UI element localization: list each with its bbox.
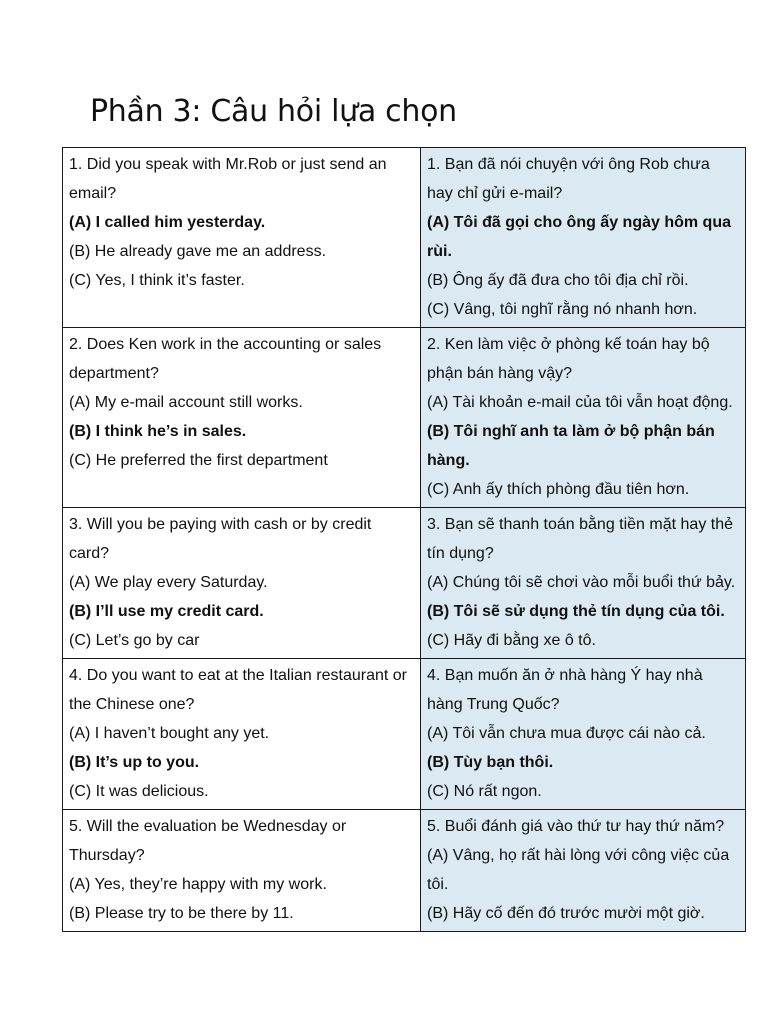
question-text: 5. Will the evaluation be Wednesday or Thursday? — [69, 818, 347, 864]
answer-option-c: (C) It was delicious. — [69, 783, 209, 800]
vietnamese-cell — [421, 148, 746, 328]
answer-option-a: (A) Yes, they’re happy with my work. — [69, 876, 327, 893]
table-row — [63, 659, 746, 810]
english-cell — [63, 508, 421, 659]
table-row — [63, 328, 746, 508]
answer-option-b-correct: (B) I’ll use my credit card. — [69, 603, 264, 620]
english-cell — [63, 328, 421, 508]
question-table — [62, 147, 746, 932]
vietnamese-cell — [421, 810, 746, 932]
answer-translation-a: (A) Vâng, họ rất hài lòng với công việc của tôi. — [427, 847, 730, 893]
page-title: Phần 3: Câu hỏi lựa chọn — [90, 94, 457, 129]
answer-translation-c: (C) Nó rất ngon. — [427, 783, 542, 800]
answer-option-a: (A) I haven’t bought any yet. — [69, 725, 270, 742]
answer-translation-a: (A) Tôi vẫn chưa mua được cái nào cả. — [427, 725, 706, 742]
answer-translation-c: (C) Anh ấy thích phòng đầu tiên hơn. — [427, 481, 690, 498]
table-row — [63, 148, 746, 328]
answer-option-c: (C) Yes, I think it’s faster. — [69, 272, 245, 289]
vietnamese-cell — [421, 659, 746, 810]
answer-option-b: (B) Please try to be there by 11. — [69, 905, 294, 922]
answer-translation-b-correct: (B) Tôi sẽ sử dụng thẻ tín dụng của tôi. — [427, 603, 725, 620]
table-row — [63, 508, 746, 659]
answer-translation-b-correct: (B) Tùy bạn thôi. — [427, 754, 554, 771]
answer-translation-c: (C) Hãy đi bằng xe ô tô. — [427, 632, 596, 649]
question-text: 3. Will you be paying with cash or by credit card? — [69, 516, 372, 562]
english-cell — [63, 810, 421, 932]
answer-translation-c: (C) Vâng, tôi nghĩ rằng nó nhanh hơn. — [427, 301, 698, 318]
question-text: 4. Do you want to eat at the Italian restaurant or the Chinese one? — [69, 667, 407, 713]
answer-option-b-correct: (B) I think he’s in sales. — [69, 423, 247, 440]
answer-translation-b: (B) Hãy cố đến đó trước mười một giờ. — [427, 905, 705, 922]
english-cell — [63, 659, 421, 810]
answer-translation-b-correct: (B) Tôi nghĩ anh ta làm ở bộ phận bán hàng. — [427, 423, 715, 469]
answer-translation-a: (A) Chúng tôi sẽ chơi vào mỗi buổi thứ bảy. — [427, 574, 736, 591]
vietnamese-cell — [421, 508, 746, 659]
answer-option-a-correct: (A) I called him yesterday. — [69, 214, 266, 231]
answer-option-b: (B) He already gave me an address. — [69, 243, 327, 260]
question-translation: 5. Buổi đánh giá vào thứ tư hay thứ năm? — [427, 818, 725, 835]
answer-option-b-correct: (B) It’s up to you. — [69, 754, 200, 771]
question-translation: 2. Ken làm việc ở phòng kế toán hay bộ phận bán hàng vậy? — [427, 336, 710, 382]
answer-option-a: (A) My e-mail account still works. — [69, 394, 303, 411]
answer-translation-a: (A) Tài khoản e-mail của tôi vẫn hoạt động. — [427, 394, 733, 411]
answer-option-a: (A) We play every Saturday. — [69, 574, 268, 591]
answer-option-c: (C) Let’s go by car — [69, 632, 200, 649]
answer-translation-b: (B) Ông ấy đã đưa cho tôi địa chỉ rồi. — [427, 272, 689, 289]
answer-translation-a-correct: (A) Tôi đã gọi cho ông ấy ngày hôm qua rùi. — [427, 214, 731, 260]
answer-option-c: (C) He preferred the first department — [69, 452, 328, 469]
question-translation: 4. Bạn muốn ăn ở nhà hàng Ý hay nhà hàng Trung Quốc? — [427, 667, 703, 713]
question-translation: 3. Bạn sẽ thanh toán bằng tiền mặt hay thẻ tín dụng? — [427, 516, 733, 562]
table-row — [63, 810, 746, 932]
question-text: 2. Does Ken work in the accounting or sales department? — [69, 336, 382, 382]
vietnamese-cell — [421, 328, 746, 508]
question-text: 1. Did you speak with Mr.Rob or just send an email? — [69, 156, 387, 202]
question-translation: 1. Bạn đã nói chuyện với ông Rob chưa hay chỉ gửi e-mail? — [427, 156, 710, 202]
english-cell — [63, 148, 421, 328]
